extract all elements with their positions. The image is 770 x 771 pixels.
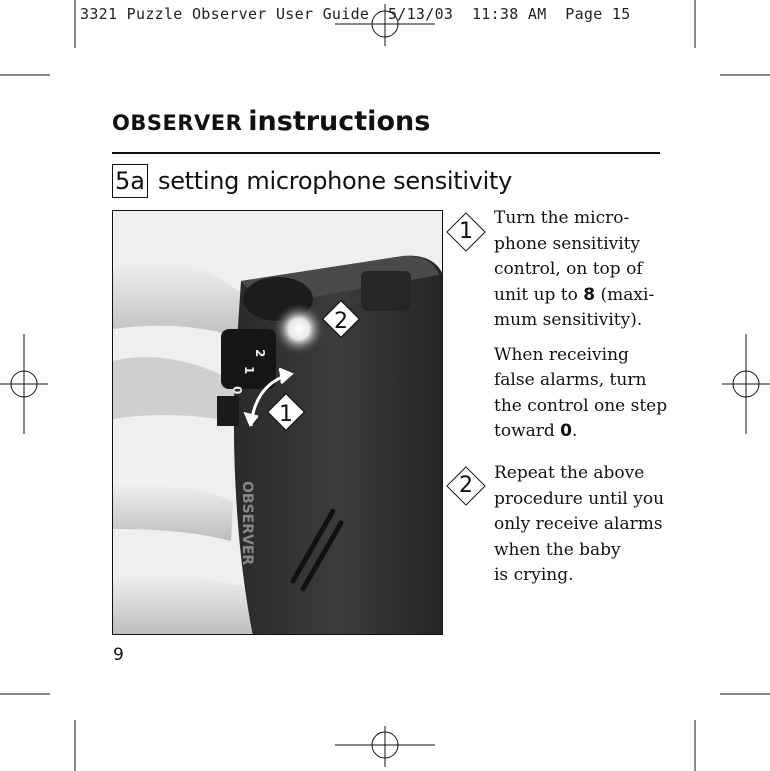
registration-mark-top (335, 4, 435, 46)
step-2-line-2: procedure until you (494, 488, 665, 509)
slug-time: 11:38 AM (471, 5, 547, 23)
step-2-number: 2 (459, 473, 473, 498)
step-1-note-line-1: When receiving (494, 344, 629, 365)
dial-digit-1: 1 (242, 366, 256, 375)
indicator-glow-icon (273, 303, 325, 355)
step-2-line-1: Repeat the above (494, 463, 645, 483)
photo-illustration (113, 211, 443, 635)
step-2-line-5: is crying. (494, 565, 574, 585)
instruction-photo (112, 210, 443, 635)
min-level-value: 0 (560, 421, 573, 441)
step-1-line-2: phone sensitivity (494, 233, 641, 254)
device-logo-text: OBSERVER (239, 481, 255, 566)
step-1-number: 1 (459, 219, 473, 244)
title-word: instructions (248, 106, 431, 137)
section-title: setting microphone sensitivity (158, 167, 513, 195)
max-level-value: 8 (583, 284, 596, 305)
step-2-text (494, 461, 666, 589)
step-2-line-3: only receive alarms (494, 514, 663, 534)
registration-mark-left (0, 334, 48, 434)
step-1-marker (446, 212, 486, 252)
photo-callout-2-text: 2 (334, 309, 348, 334)
step-1-note-pre: toward (494, 421, 561, 441)
page-number: 9 (113, 645, 124, 665)
page-title (112, 106, 430, 137)
slug-page: Page 15 (565, 5, 631, 23)
title-rule (112, 152, 660, 154)
title-brand: OBSERVER (112, 111, 243, 135)
photo-callout-1-text: 1 (279, 402, 293, 427)
slug-date: 5/13/03 (387, 5, 454, 23)
step-1-note-line-2: false alarms, turn (494, 370, 647, 390)
registration-mark-bottom (335, 726, 435, 767)
step-1-text (494, 206, 666, 445)
step-1-note-line-3: the control one step (494, 395, 668, 416)
registration-mark-right (722, 334, 770, 434)
step-1-note (494, 343, 666, 445)
step-1-line-5: mum sensitivity). (494, 310, 643, 330)
step-1-line-4 (494, 283, 666, 309)
step-1-line-3: control, on top of (494, 259, 643, 279)
step-1-line-1: Turn the micro- (494, 208, 630, 228)
step-2-line-4: when the baby (494, 539, 621, 560)
step-2-instruction (494, 461, 666, 589)
slug-job: 3321 Puzzle Observer User Guide (80, 5, 370, 23)
step-1-line-4-post: (maxi- (595, 284, 655, 305)
dial-digit-0: 0 (230, 386, 244, 395)
section-number-box: 5a (112, 164, 148, 198)
step-1-line-4-pre: unit up to (494, 284, 584, 305)
dial-digit-2: 2 (253, 349, 267, 358)
step-1-note-line-4 (494, 419, 666, 445)
step-1-note-post: . (572, 421, 578, 441)
step-1-instruction (494, 206, 666, 334)
step-2-marker (446, 466, 486, 506)
